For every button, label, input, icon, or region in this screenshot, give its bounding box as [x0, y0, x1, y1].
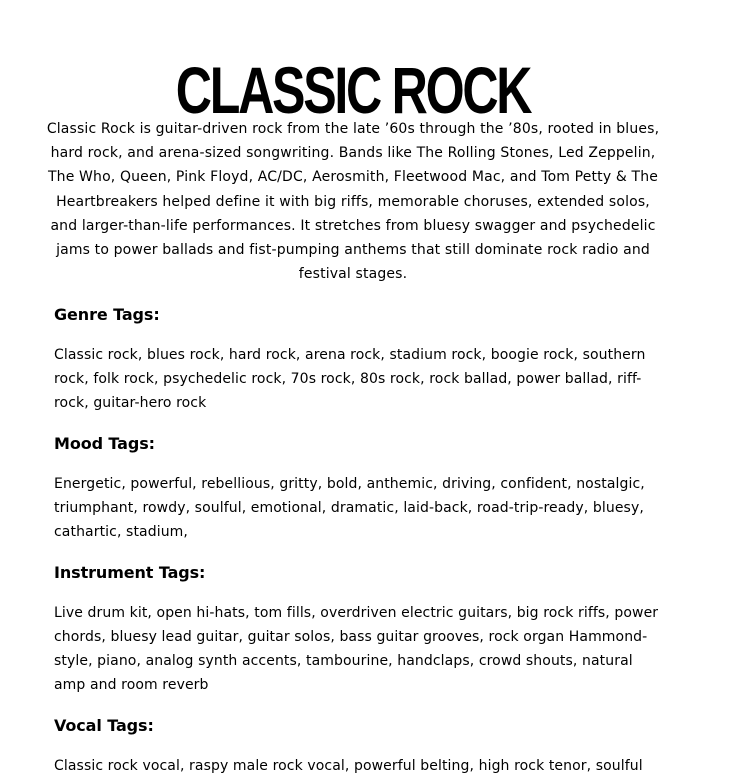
mood-tags-heading: Mood Tags:: [54, 434, 155, 453]
instrument-tags-text: Live drum kit, open hi-hats, tom fills, overdriven electric guitars, big rock riffs, power chords, bluesy lead guitar, guitar solos, bass guitar grooves, rock organ Hammond-style, piano, analog synth accents, tambourine, handclaps, crowd shouts, natural amp and room reverb: [54, 605, 659, 693]
page-title: CLASSIC ROCK: [175, 53, 531, 128]
mood-tags-text: Energetic, powerful, rebellious, gritty, bold, anthemic, driving, confident, nostalgic, triumphant, rowdy, soulful, emotional, dramatic, laid-back, road-trip-ready, bluesy, cathartic, stadium,: [54, 476, 645, 540]
vocal-tags-heading: Vocal Tags:: [54, 716, 154, 735]
genre-tags-text: Classic rock, blues rock, hard rock, arena rock, stadium rock, boogie rock, southern rock, folk rock, psychedelic rock, 70s rock, 80s rock, rock ballad, power ballad, riff-rock, guitar-hero rock: [54, 347, 646, 411]
instrument-tags-heading: Instrument Tags:: [54, 563, 206, 582]
intro-paragraph: Classic Rock is guitar-driven rock from the late ’60s through the ’80s, rooted in blues, hard rock, and arena-sized songwriting. Bands like The Rolling Stones, Led Zeppelin, The Who, Queen, Pink Floyd, AC/DC, Aerosmith, Fleetwood Mac, and Tom Petty & The Heartbreakers helped define it with big riffs, memorable choruses, extended solos, and larger-than-life performances. It stretches from bluesy swagger and psychedelic jams to power ballads and fist-pumping anthems that still dominate rock radio and festival stages.: [46, 121, 660, 283]
vocal-tags-text: Classic rock vocal, raspy male rock vocal, powerful belting, high rock tenor, soulful: [54, 758, 643, 773]
genre-tags-heading: Genre Tags:: [54, 305, 160, 324]
